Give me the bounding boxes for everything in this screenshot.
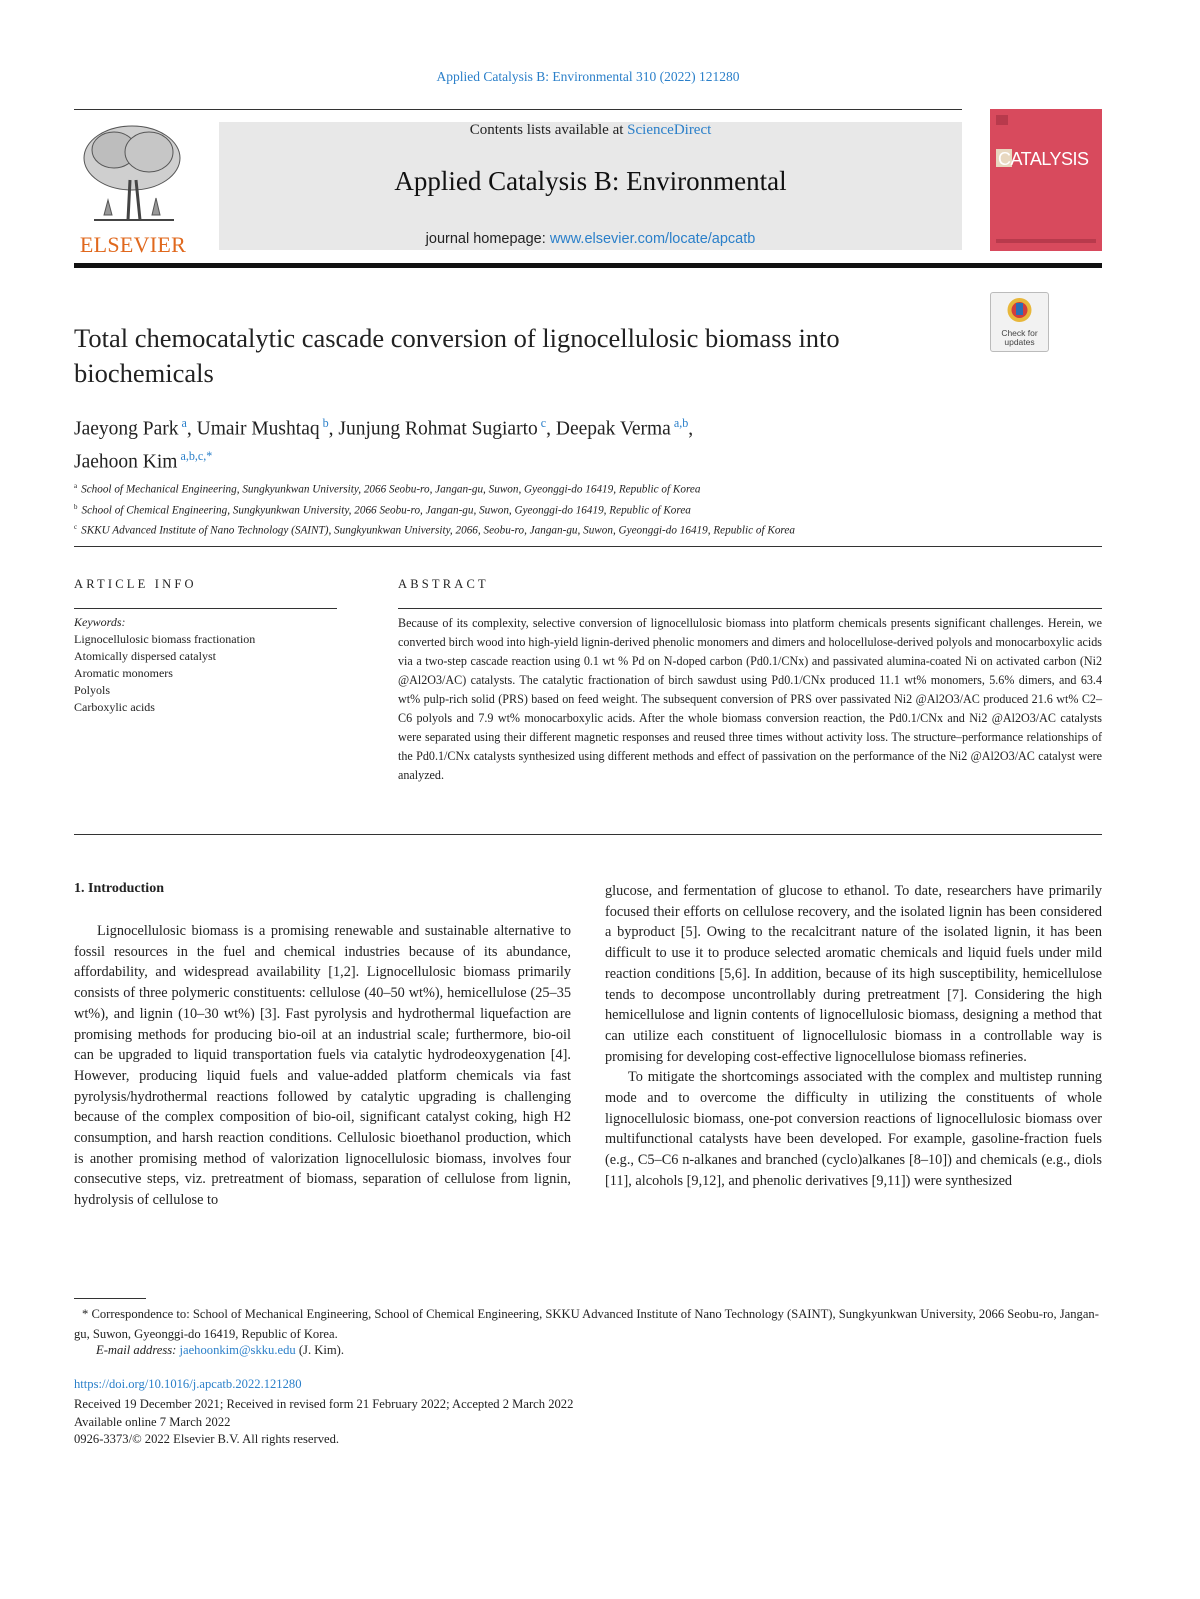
homepage-line bbox=[219, 231, 962, 247]
author-name[interactable]: Deepak Verma bbox=[555, 418, 671, 440]
homepage-link[interactable]: www.elsevier.com/locate/apcatb bbox=[549, 231, 756, 247]
affiliation-item bbox=[74, 499, 1102, 520]
email-label: E-mail address: bbox=[96, 1343, 177, 1357]
publication-dates bbox=[74, 1396, 573, 1449]
body-column-left bbox=[74, 921, 571, 1211]
introduction-heading: 1. Introduction bbox=[74, 881, 164, 896]
journal-cover-image[interactable] bbox=[990, 109, 1102, 251]
author-name[interactable]: Jaehoon Kim bbox=[74, 451, 178, 472]
homepage-prefix: journal homepage: bbox=[425, 231, 546, 247]
keyword-item: Lignocellulosic biomass fractionation bbox=[74, 632, 256, 646]
email-link[interactable]: jaehoonkim@skku.edu bbox=[179, 1343, 296, 1357]
affiliation-item bbox=[74, 478, 1102, 499]
intro-paragraph-1: Lignocellulosic biomass is a promising renewable and sustainable alternative to fossil resources in the fuel and chemical industries because of its abundance, affordability, and widespread availability [1,2]. Lignocellulosic biomass primarily consists of three polymeric constituents: cellulose (40–50 wt%), hemicellulose (25–35 wt%), and lignin (10–30 wt%) [3]. Fast pyrolysis and hydrothermal liquefaction are promising methods for producing bio-oil at an industrial scale; furthermore, bio-oil can be upgraded to liquid transportation fuels via catalytic hydrodeoxygenation [4]. However, producing liquid fuels and value-added platform chemicals via fast pyrolysis/hydrothermal reactions followed by catalytic upgrading is challenging because of the complex composition of bio-oil, significant catalyst coking, high H2 consumption, and harsh reaction conditions. Cellulosic bioethanol production, which is another promising method of valorization lignocellulosic biomass, involves four consecutive steps, viz. pretreatment of biomass, separation of cellulose from lignin, hydrolysis of cellulose to bbox=[74, 923, 571, 1209]
crossmark-label-2: updates bbox=[1004, 337, 1035, 347]
elsevier-wordmark: ELSEVIER bbox=[79, 232, 187, 257]
sciencedirect-link[interactable]: ScienceDirect bbox=[627, 122, 712, 138]
abstract-rule bbox=[398, 608, 1102, 609]
doi-link[interactable]: https://doi.org/10.1016/j.apcatb.2022.121280 bbox=[74, 1377, 302, 1391]
affiliation-mark: c bbox=[74, 523, 78, 532]
keyword-item: Aromatic monomers bbox=[74, 666, 173, 680]
contents-line bbox=[219, 122, 962, 139]
keywords-block bbox=[74, 614, 374, 716]
author-name[interactable]: Junjung Rohmat Sugiarto bbox=[338, 418, 538, 440]
abstract-bottom-rule bbox=[74, 834, 1102, 835]
keyword-item: Polyols bbox=[74, 683, 111, 697]
available-online: Available online 7 March 2022 bbox=[74, 1414, 231, 1429]
received-dates: Received 19 December 2021; Received in revised form 21 February 2022; Accepted 2 March 2022 bbox=[74, 1397, 574, 1411]
abstract-text: Because of its complexity, selective conversion of lignocellulosic biomass into platform chemicals presents significant challenges. Herein, we converted birch wood into high-yield lignin-derived phenolic monomers and dimers and holocellulose-derived polyols and monocarboxylic acids via a two-step cascade reaction using 0.1 wt % Pd on N-doped carbon (Pd0.1/CNx) and passivated alumina-coated Ni on activated carbon (Ni2 @Al2O3/AC) catalysts. The catalytic fractionation of birch sawdust using Pd0.1/CNx produced 11.1 wt% monomers, 5.6% dimers, and 63.4 wt% pulp-rich solid (PRS) based on feed weight. The subsequent conversion of PRS over passivated Ni2 @Al2O3/AC produced 21.6 wt% C2–C6 polyols and 7.9 wt% monocarboxylic acids. After the whole biomass conversion reaction, the Pd0.1/CNx and Ni2 @Al2O3/AC catalysts were separated using their different magnetic responses and reused three times without activity loss. The structure–performance relationships of the Pd0.1/CNx catalysts synthesized using different methods and effect of passivation on the performance of the Ni2 @Al2O3/AC catalyst were analyzed. bbox=[398, 616, 1102, 782]
body-column-right bbox=[605, 881, 1102, 1192]
author-affiliation-mark[interactable]: a,b bbox=[673, 416, 689, 430]
footnote-rule bbox=[74, 1298, 146, 1299]
author-name[interactable]: Jaeyong Park bbox=[74, 418, 179, 440]
author-affiliation-mark[interactable]: a,b,c,* bbox=[180, 448, 213, 463]
email-suffix: (J. Kim). bbox=[298, 1343, 344, 1357]
affiliation-mark: a bbox=[74, 482, 78, 490]
intro-paragraph-2: glucose, and fermentation of glucose to ethanol. To date, researchers have primarily focused their efforts on cellulose recovery, and the isolated lignin has been considered a byproduct [5]. Owing to the recalcitrant nature of the isolated lignin, it has been difficult to use it to produce selected aromatic chemicals and liquid fuels under mild reaction conditions [5,6]. In addition, because of its high susceptibility, hemicellulose tends to decompose uncontrollably during pretreatment [7]. Considering the high hemicellulose and lignin contents of lignocellulosic biomass, designing a method that can utilize each constituent of lignocellulosic biomass in a controllable way is promising for developing cost-effective lignocellulose biomass refineries. bbox=[605, 883, 1102, 1065]
header-rule bbox=[74, 109, 962, 110]
author-name[interactable]: Umair Mushtaq bbox=[196, 418, 320, 440]
article-title: Total chemocatalytic cascade conversion of lignocellulosic biomass into biochemicals bbox=[74, 323, 840, 388]
author-separator: , bbox=[186, 418, 197, 440]
keywords-label: Keywords: bbox=[74, 615, 126, 629]
keywords-list bbox=[74, 631, 374, 716]
affiliation-text: School of Chemical Engineering, Sungkyunkwan University, 2066 Seobu-ro, Jangan-gu, Suwon, Gyeonggi-do 16419, Republic of Korea bbox=[81, 504, 691, 517]
journal-name: Applied Catalysis B: Environmental bbox=[394, 166, 787, 196]
article-info-rule bbox=[74, 608, 337, 609]
author-separator: , bbox=[688, 418, 694, 440]
journal-citation-link[interactable]: Applied Catalysis B: Environmental 310 (2022) 121280 bbox=[436, 69, 740, 84]
keyword-item: Carboxylic acids bbox=[74, 700, 155, 714]
check-for-updates-button[interactable] bbox=[990, 292, 1049, 352]
author-list bbox=[74, 410, 974, 475]
author-affiliation-mark[interactable]: b bbox=[322, 416, 329, 430]
contents-prefix: Contents lists available at bbox=[469, 122, 624, 138]
crossmark-label-1: Check for bbox=[1001, 328, 1038, 338]
cover-title: CATALYSIS bbox=[998, 149, 1089, 169]
copyright-line: 0926-3373/© 2022 Elsevier B.V. All rights reserved. bbox=[74, 1432, 340, 1446]
author-separator: , bbox=[328, 418, 339, 440]
author-affiliation-mark[interactable]: c bbox=[540, 416, 547, 430]
correspondence-footnote: * Correspondence to: School of Mechanical Engineering, School of Chemical Engineering, SKKU Advanced Institute of Nano Technology (SAINT), Sungkyunkwan University, 2066 Seobu-ro, Jangan-gu, Suwon, Gyeonggi-do 16419, Republic of Korea. bbox=[74, 1307, 1099, 1341]
affiliation-rule bbox=[74, 546, 1102, 547]
header-thick-rule bbox=[74, 263, 1102, 268]
affiliation-text: School of Mechanical Engineering, Sungkyunkwan University, 2066 Seobu-ro, Jangan-gu, Suwon, Gyeonggi-do 16419, Republic of Korea bbox=[81, 483, 701, 496]
author-separator: , bbox=[546, 418, 556, 440]
affiliations bbox=[74, 478, 1102, 540]
keyword-item: Atomically dispersed catalyst bbox=[74, 649, 216, 663]
article-info-heading: ARTICLE INFO bbox=[74, 577, 197, 591]
affiliation-text: SKKU Advanced Institute of Nano Technology (SAINT), Sungkyunkwan University, 2066, Seobu-ro, Jangan-gu, Suwon, Gyeonggi-do 16419, Republic of Korea bbox=[81, 524, 795, 537]
abstract-heading: ABSTRACT bbox=[398, 577, 489, 591]
author-affiliation-mark[interactable]: a bbox=[181, 416, 187, 430]
affiliation-mark: b bbox=[74, 502, 78, 511]
intro-paragraph-3: To mitigate the shortcomings associated with the complex and multistep running mode and to overcome the difficulty in utilizing the constituents of whole lignocellulosic biomass, one-pot conversion reactions of lignocellulosic biomass over multifunctional catalysts have been developed. For example, gasoline-fraction fuels (e.g., C5–C6 n-alkanes and branched (cyclo)alkanes [8–10]) and chemicals (e.g., diols [11], alcohols [9,12], and phenolic derivatives [9,11]) were synthesized bbox=[605, 1069, 1102, 1189]
affiliation-item bbox=[74, 519, 1102, 540]
email-line bbox=[96, 1343, 344, 1358]
